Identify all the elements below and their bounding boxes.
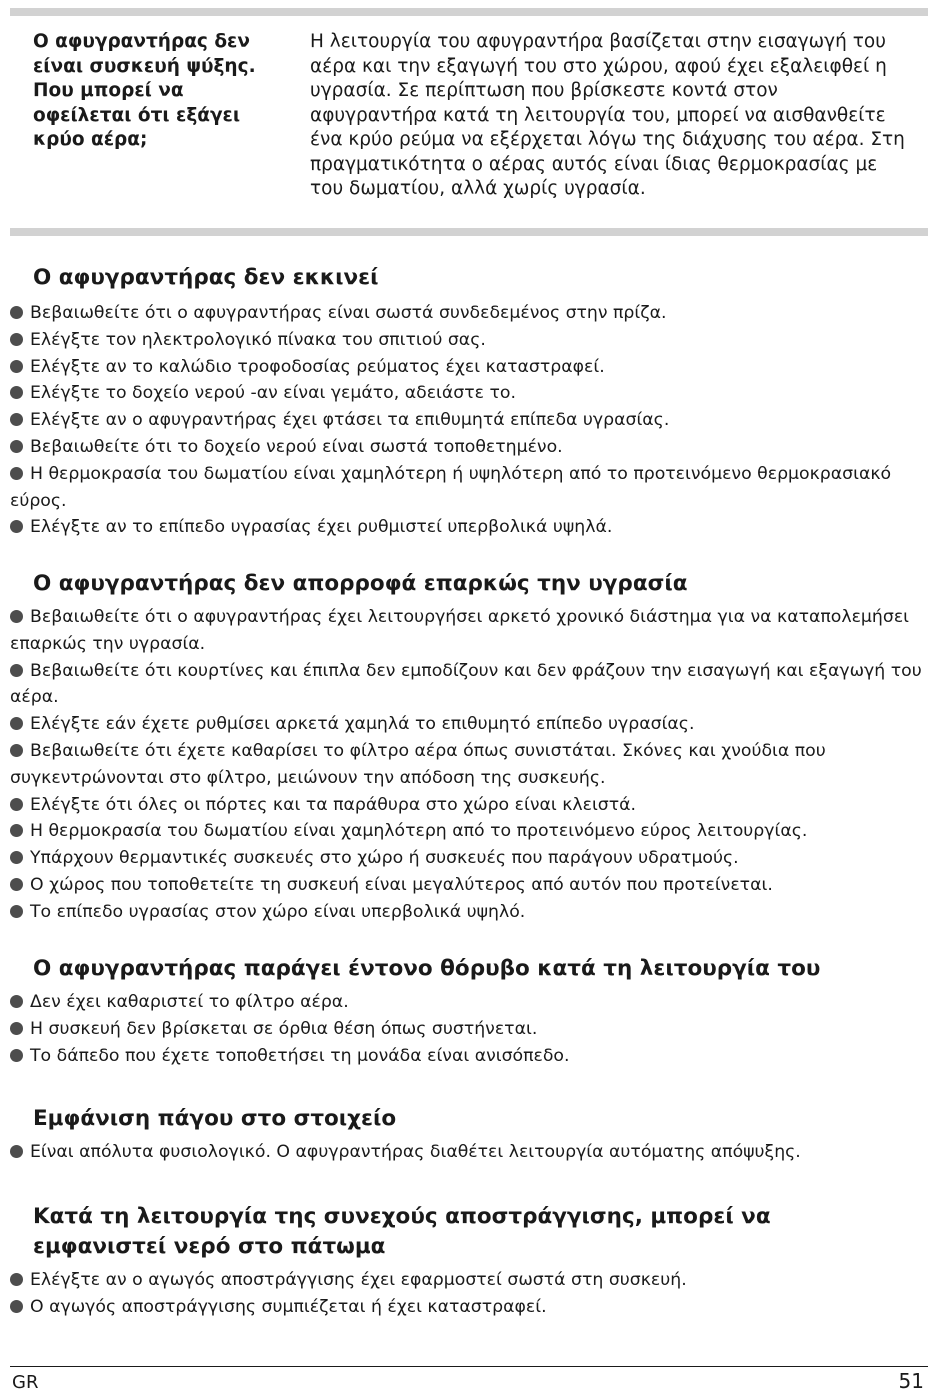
section-heading: Κατά τη λειτουργία της συνεχούς αποστράγγισης, μπορεί να εμφανιστεί νερό στο πάτωμα bbox=[33, 1204, 771, 1259]
bullet-icon bbox=[10, 744, 23, 757]
list-item-text: Ελέγξτε αν ο αγωγός αποστράγγισης έχει εφαρμοστεί σωστά στη συσκευή. bbox=[30, 1270, 687, 1290]
bullet-icon bbox=[10, 413, 23, 426]
list-item-text: Το δάπεδο που έχετε τοποθετήσει τη μονάδα είναι ανισόπεδο. bbox=[30, 1045, 570, 1066]
list-item-text: Ελέγξτε αν το καλώδιο τροφοδοσίας ρεύματος έχει καταστραφεί. bbox=[30, 356, 605, 377]
list-item bbox=[10, 434, 930, 461]
list-item-text: Ελέγξτε αν ο αφυγραντήρας έχει φτάσει τα επιθυμητά επίπεδα υγρασίας. bbox=[30, 410, 670, 431]
list-item bbox=[10, 514, 930, 541]
list-item bbox=[10, 711, 930, 738]
section-heading: Ο αφυγραντήρας παράγει έντονο θόρυβο κατά τη λειτουργία του bbox=[33, 956, 821, 981]
bullet-icon bbox=[10, 798, 23, 811]
section-heading: Εμφάνιση πάγου στο στοιχείο bbox=[33, 1106, 397, 1131]
list-item-text: Είναι απόλυτα φυσιολογικό. Ο αφυγραντήρας διαθέτει λειτουργία αυτόματης απόψυξης. bbox=[30, 1142, 801, 1162]
list-item bbox=[10, 845, 930, 872]
bullet-icon bbox=[10, 386, 23, 399]
bullet-icon bbox=[10, 440, 23, 453]
list-item bbox=[10, 1294, 930, 1321]
list-item-text: Ελέγξτε εάν έχετε ρυθμίσει αρκετά χαμηλά το επιθυμητό επίπεδο υγρασίας. bbox=[30, 714, 695, 735]
list-item bbox=[10, 1267, 930, 1294]
list-item-text: Βεβαιωθείτε ότι κουρτίνες και έπιπλα δεν εμποδίζουν και δεν φράζουν την εισαγωγή και εξαγωγή του αέρα. bbox=[10, 660, 922, 708]
list-item bbox=[10, 738, 930, 792]
footer-language: GR bbox=[12, 1372, 39, 1393]
bullet-icon bbox=[10, 1300, 23, 1313]
bullet-icon bbox=[10, 878, 23, 891]
bullet-icon bbox=[10, 905, 23, 918]
bullet-icon bbox=[10, 664, 23, 677]
bullet-icon bbox=[10, 520, 23, 533]
faq-answer: Η λειτουργία του αφυγραντήρα βασίζεται στην εισαγωγή του αέρα και την εξαγωγή του στο χώρου, αφού έχει εξαλειφθεί η υγρασία. Σε περίπτωση που βρίσκεστε κοντά στον αφυγραντήρα κατά τη λειτουργία του, μπορεί να αισθανθείτε ένα κρύο ρεύμα να εξέρχεται λόγω της διάχυσης του αέρα. Στη πραγματικότητα ο αέρας αυτός είναι ίδιας θερμοκρασίας με του δωματίου, αλλά χωρίς υγρασία. bbox=[310, 31, 905, 199]
bullet-icon bbox=[10, 824, 23, 837]
list-item-text: Υπάρχουν θερμαντικές συσκευές στο χώρο ή συσκευές που παράγουν υδρατμούς. bbox=[30, 848, 739, 869]
list-item bbox=[10, 818, 930, 845]
faq-question: Ο αφυγραντήρας δεν είναι συσκευή ψύξης. Που μπορεί να οφείλεται ότι εξάγει κρύο αέρα; bbox=[33, 31, 256, 150]
section-heading: Ο αφυγραντήρας δεν απορροφά επαρκώς την υγρασία bbox=[33, 571, 688, 596]
list-item bbox=[10, 1139, 930, 1166]
bullet-icon bbox=[10, 995, 23, 1008]
list-item bbox=[10, 1043, 930, 1070]
list-item bbox=[10, 407, 930, 434]
bullet-icon bbox=[10, 851, 23, 864]
bullet-icon bbox=[10, 306, 23, 319]
list-item-text: Ελέγξτε τον ηλεκτρολογικό πίνακα του σπιτιού σας. bbox=[30, 329, 486, 350]
page-number: 51 bbox=[898, 1369, 924, 1393]
list-item bbox=[10, 1016, 930, 1043]
list-item-text: Δεν έχει καθαριστεί το φίλτρο αέρα. bbox=[30, 992, 349, 1012]
bullet-list bbox=[10, 1139, 930, 1166]
bullet-list bbox=[10, 989, 930, 1069]
list-item-text: Ελέγξτε αν το επίπεδο υγρασίας έχει ρυθμιστεί υπερβολικά υψηλά. bbox=[30, 517, 613, 538]
list-item bbox=[10, 300, 930, 327]
bullet-icon bbox=[10, 1145, 23, 1158]
list-item bbox=[10, 658, 930, 712]
bullet-icon bbox=[10, 1049, 23, 1062]
list-item bbox=[10, 899, 930, 926]
bullet-list bbox=[10, 300, 930, 541]
list-item-text: Βεβαιωθείτε ότι ο αφυγραντήρας είναι σωστά συνδεδεμένος στην πρίζα. bbox=[30, 303, 667, 323]
bullet-icon bbox=[10, 1273, 23, 1286]
footer-rule bbox=[10, 1366, 928, 1367]
faq-divider-bar bbox=[10, 228, 928, 236]
bullet-list bbox=[10, 604, 930, 926]
list-item bbox=[10, 872, 930, 899]
list-item-text: Η θερμοκρασία του δωματίου είναι χαμηλότερη από το προτεινόμενο εύρος λειτουργίας. bbox=[30, 821, 808, 842]
section-heading: Ο αφυγραντήρας δεν εκκινεί bbox=[33, 265, 379, 290]
top-divider-bar bbox=[10, 8, 928, 16]
list-item-text: Ο αγωγός αποστράγγισης συμπιέζεται ή έχει καταστραφεί. bbox=[30, 1296, 547, 1317]
list-item-text: Το επίπεδο υγρασίας στον χώρο είναι υπερβολικά υψηλό. bbox=[30, 901, 526, 922]
list-item bbox=[10, 327, 930, 354]
list-item-text: Η συσκευή δεν βρίσκεται σε όρθια θέση όπως συστήνεται. bbox=[30, 1018, 538, 1039]
list-item bbox=[10, 354, 930, 381]
list-item-text: Η θερμοκρασία του δωματίου είναι χαμηλότερη ή υψηλότερη από το προτεινόμενο θερμοκρασιακό εύρος. bbox=[10, 463, 892, 511]
bullet-icon bbox=[10, 610, 23, 623]
list-item bbox=[10, 461, 930, 515]
list-item-text: Βεβαιωθείτε ότι το δοχείο νερού είναι σωστά τοποθετημένο. bbox=[30, 436, 563, 457]
bullet-icon bbox=[10, 1022, 23, 1035]
bullet-icon bbox=[10, 360, 23, 373]
list-item-text: Ελέγξτε το δοχείο νερού -αν είναι γεμάτο, αδειάστε το. bbox=[30, 383, 516, 404]
list-item bbox=[10, 380, 930, 407]
bullet-list bbox=[10, 1267, 930, 1321]
list-item-text: Ελέγξτε ότι όλες οι πόρτες και τα παράθυρα στο χώρο είναι κλειστά. bbox=[30, 794, 637, 815]
bullet-icon bbox=[10, 717, 23, 730]
list-item bbox=[10, 792, 930, 819]
bullet-icon bbox=[10, 333, 23, 346]
list-item-text: Βεβαιωθείτε ότι έχετε καθαρίσει το φίλτρο αέρα όπως συνιστάται. Σκόνες και χνούδια που συγκεντρώνονται στο φίλτρο, μειώνουν την απόδοση της συσκευής. bbox=[10, 740, 826, 788]
list-item-text: Βεβαιωθείτε ότι ο αφυγραντήρας έχει λειτουργήσει αρκετό χρονικό διάστημα για να καταπολεμήσει επαρκώς την υγρασία. bbox=[10, 607, 910, 654]
list-item-text: Ο χώρος που τοποθετείτε τη συσκευή είναι μεγαλύτερος από αυτόν που προτείνεται. bbox=[30, 874, 773, 895]
list-item bbox=[10, 989, 930, 1016]
list-item bbox=[10, 604, 930, 658]
bullet-icon bbox=[10, 467, 23, 480]
